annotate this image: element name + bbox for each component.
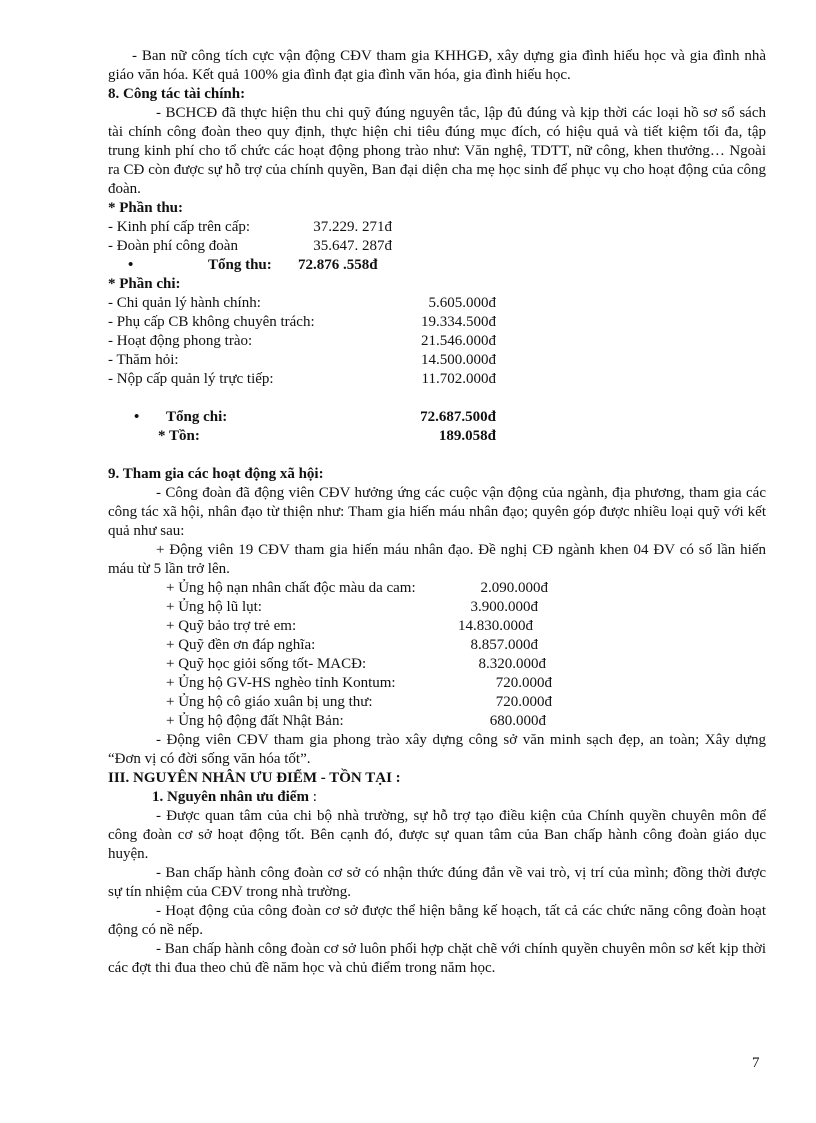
donation-row bbox=[108, 579, 766, 598]
expense-value: 11.702.000đ bbox=[421, 371, 496, 387]
section-8-paragraph: - BCHCĐ đã thực hiện thu chi quỹ đúng nguyên tắc, lập đủ đúng và kịp thời các loại hồ sơ sổ sách tài chính công đoàn theo quy định, thực hiện chi tiêu đúng mục đích, có hiệu quả và tiết kiệm tối đa, tập trung kinh phí cho tổ chức các hoạt động phong trào như: Văn nghệ, TDTT, nữ công, khen thưởng… Ngoài ra CĐ còn được sự hỗ trợ của chính quyền, Ban đại diện cha mẹ học sinh để phục vụ cho hoạt động của công đoàn. bbox=[108, 105, 766, 197]
income-row bbox=[108, 218, 766, 237]
cause-paragraph: - Ban chấp hành công đoàn cơ sở có nhận thức đúng đắn về vai trò, vị trí của mình; đồng thời được sự tín nhiệm của CĐV trong nhà trường. bbox=[108, 865, 766, 900]
donation-row bbox=[108, 712, 766, 731]
expense-row bbox=[108, 370, 766, 389]
total-expense-label: Tổng chi: bbox=[166, 409, 228, 425]
total-income-label: Tổng thu: bbox=[208, 257, 272, 273]
total-income-row bbox=[108, 256, 766, 275]
page-number: 7 bbox=[752, 1055, 760, 1071]
expense-label: - Nộp cấp quản lý trực tiếp: bbox=[108, 371, 274, 387]
section-9-paragraph: - Công đoàn đã động viên CĐV hưởng ứng các cuộc vận động của ngành, địa phương, tham gia các công tác xã hội, nhân đạo từ thiện như: Tham gia hiến máu nhân đạo; quyên góp được nhiều loại quỹ với kết quả như sau: bbox=[108, 485, 766, 539]
donation-value: 3.900.000đ bbox=[470, 599, 538, 615]
document-page bbox=[108, 47, 766, 978]
donation-row bbox=[108, 636, 766, 655]
expense-label: - Thăm hỏi: bbox=[108, 352, 179, 368]
bullet: • bbox=[134, 409, 140, 425]
donation-row bbox=[108, 655, 766, 674]
cause-paragraph: - Ban chấp hành công đoàn cơ sở luôn phối hợp chặt chẽ với chính quyền chuyên môn sơ kết kịp thời các đợt thi đua theo chủ đề năm học và chủ điểm trong năm học. bbox=[108, 941, 766, 976]
total-expense-value: 72.687.500đ bbox=[420, 409, 496, 425]
cause-paragraph: - Hoạt động của công đoàn cơ sở được thể hiện bằng kế hoạch, tất cả các chức năng công đoàn hoạt động có nề nếp. bbox=[108, 903, 766, 938]
donation-label: + Ủng hộ động đất Nhật Bản: bbox=[166, 713, 344, 729]
donation-value: 2.090.000đ bbox=[480, 580, 548, 596]
total-income-value: 72.876 .558đ bbox=[298, 257, 378, 273]
donation-list bbox=[108, 579, 766, 731]
subsection-title: 1. Nguyên nhân ưu điểm bbox=[152, 789, 309, 805]
expense-row bbox=[108, 294, 766, 313]
expense-value: 19.334.500đ bbox=[421, 314, 496, 330]
donation-value: 14.830.000đ bbox=[458, 618, 533, 634]
expense-heading: * Phần chi: bbox=[108, 276, 181, 292]
balance-row bbox=[108, 427, 766, 446]
donation-label: + Quỹ đền ơn đáp nghĩa: bbox=[166, 637, 316, 653]
donation-row bbox=[108, 674, 766, 693]
donation-value: 8.857.000đ bbox=[470, 637, 538, 653]
intro-paragraph: - Ban nữ công tích cực vận động CĐV tham gia KHHGĐ, xây dựng gia đình hiếu học và gia đình nhà giáo văn hóa. Kết quả 100% gia đình đạt gia đình văn hóa, gia đình hiếu học. bbox=[108, 48, 766, 83]
expense-label: - Phụ cấp CB không chuyên trách: bbox=[108, 314, 315, 330]
section-9-heading: 9. Tham gia các hoạt động xã hội: bbox=[108, 466, 324, 482]
donation-value: 720.000đ bbox=[495, 675, 552, 691]
income-value: 35.647. 287đ bbox=[313, 238, 392, 254]
income-heading: * Phần thu: bbox=[108, 200, 184, 216]
expense-row bbox=[108, 351, 766, 370]
subsection-heading bbox=[108, 788, 766, 807]
donation-label: + Ủng hộ cô giáo xuân bị ung thư: bbox=[166, 694, 373, 710]
balance-value: 189.058đ bbox=[438, 428, 496, 444]
balance-label: * Tồn: bbox=[158, 428, 200, 444]
expense-value: 14.500.000đ bbox=[421, 352, 496, 368]
donation-row bbox=[108, 598, 766, 617]
donation-label: + Quỹ bảo trợ trẻ em: bbox=[166, 618, 297, 634]
donation-value: 680.000đ bbox=[489, 713, 546, 729]
expense-value: 21.546.000đ bbox=[421, 333, 496, 349]
donation-value: 720.000đ bbox=[495, 694, 552, 710]
section-3-heading: III. NGUYÊN NHÂN ƯU ĐIỂM - TỒN TẠI : bbox=[108, 770, 401, 786]
section-9-closing: - Động viên CĐV tham gia phong trào xây dựng công sở văn minh sạch đẹp, an toàn; Xây dựng “Đơn vị có đời sống văn hóa tốt”. bbox=[108, 732, 766, 767]
expense-label: - Chi quản lý hành chính: bbox=[108, 295, 261, 311]
income-row bbox=[108, 237, 766, 256]
subsection-colon: : bbox=[308, 789, 317, 805]
income-value: 37.229. 271đ bbox=[313, 219, 392, 235]
donation-label: + Ủng hộ GV-HS nghèo tỉnh Kontum: bbox=[166, 675, 396, 691]
income-label: - Kinh phí cấp trên cấp: bbox=[108, 219, 251, 235]
cause-paragraph: - Được quan tâm của chi bộ nhà trường, sự hỗ trợ tạo điều kiện của Chính quyền chuyên môn để công đoàn cơ sở hoạt động tốt. Bên cạnh đó, được sự quan tâm của Ban chấp hành công đoàn giáo dục huyện. bbox=[108, 808, 766, 862]
donation-label: + Ủng hộ nạn nhân chất độc màu da cam: bbox=[166, 580, 416, 596]
expense-row bbox=[108, 313, 766, 332]
donation-label: + Ủng hộ lũ lụt: bbox=[166, 599, 262, 615]
expense-label: - Hoạt động phong trào: bbox=[108, 333, 253, 349]
donation-label: + Quỹ học giỏi sống tốt- MACĐ: bbox=[166, 656, 367, 672]
blood-donation-paragraph: + Động viên 19 CĐV tham gia hiến máu nhân đạo. Đề nghị CĐ ngành khen 04 ĐV có số lần hiến máu từ 5 lần trở lên. bbox=[108, 542, 766, 577]
total-expense-row bbox=[108, 408, 766, 427]
section-8-heading: 8. Công tác tài chính: bbox=[108, 86, 246, 102]
donation-row bbox=[108, 617, 766, 636]
donation-value: 8.320.000đ bbox=[478, 656, 546, 672]
donation-row bbox=[108, 693, 766, 712]
expense-value: 5.605.000đ bbox=[428, 295, 496, 311]
bullet: • bbox=[128, 257, 134, 273]
expense-row bbox=[108, 332, 766, 351]
income-label: - Đoàn phí công đoàn bbox=[108, 238, 238, 254]
